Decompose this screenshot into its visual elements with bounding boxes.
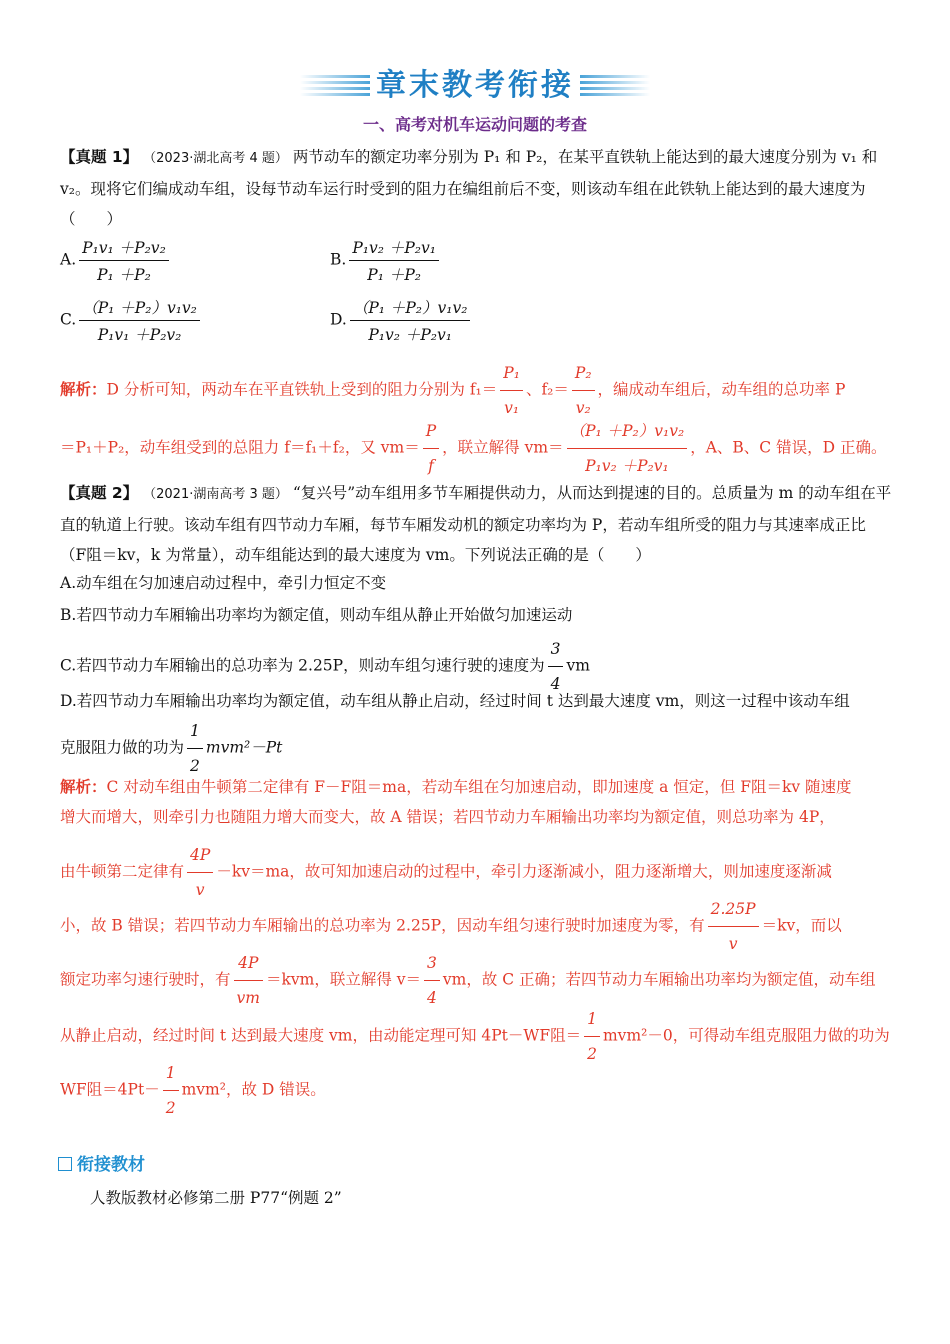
q2-label: 【真题 2】: [60, 484, 139, 502]
q1-option-a-fraction: $\frac{\text{P₁v₁ ＋P₂v₂}}{\text{P₁ ＋P₂}}$: [79, 236, 169, 285]
q2-analysis-line2: 增大而增大，则牵引力也随阻力增大而变大，故 A 错误；若四节动力车厢输出功率均为额定值，则总功率为 4P，: [60, 808, 835, 826]
q2-l3-fraction: $\frac{4P}{v}$: [187, 840, 213, 905]
q2-option-c[interactable]: C.若四节动力车厢输出的总功率为 2.25P，则动车组匀速行驶的速度为 $\frac{3}{4}$ vm: [60, 634, 892, 699]
q2-analysis-line3: 由牛顿第二定律有 $\frac{4P}{v}$ －kv＝ma，故可知加速启动的过程中，牵引力逐渐减小，阻力逐渐增大，则加速度逐渐减: [60, 840, 892, 905]
section-subtitle: 一、高考对机车运动问题的考查: [362, 115, 587, 134]
q1-stem-text: 两节动车的额定功率分别为 P₁ 和 P₂，在某平直铁轨上能达到的最大速度分别为 v₁ 和 v₂。现将它们编成动车组，设每节动车运行时受到的阻力在编组前后不变，则该动车组在此铁轨上能达到的最大速度为（ ）: [60, 148, 878, 228]
q1-source: （2023·湖北高考 4 题）: [143, 151, 288, 166]
q2-analysis-line4: 小，故 B 错误；若四节动力车厢输出的总功率为 2.25P，因动车组匀速行驶时加速度为零，有 $\frac{2.25P}{v}$ ＝kv，而以: [60, 894, 892, 959]
q1-option-d[interactable]: D. $\frac{\text{（P₁ ＋P₂）v₁v₂}}{\text{P₁v₂ ＋P₂v₁}}$: [330, 296, 473, 345]
q1-option-b-fraction: $\frac{\text{P₁v₂ ＋P₂v₁}}{\text{P₁ ＋P₂}}$: [349, 236, 439, 285]
q2-stem: [60, 478, 892, 570]
q1-analysis-line2: ＝P₁＋P₂，动车组受到的总阻力 f＝f₁＋f₂，又 vm＝ $\frac{P}{f}$ ，联立解得 vm＝ $\frac{\text{（P₁ ＋P₂）v₁v₂}}{\text{P₁v₂ ＋P₂v₁}}$ ，A、B、C 错误，D 正确。: [60, 416, 892, 481]
q1-analysis-line1: 解析：D 分析可知，两动车在平直铁轨上受到的阻力分别为 f₁＝ $\frac{\text{P₁}}{\text{v₁}}$ 、f₂＝ $\frac{\text{P₂}}{\text{v₂}}$ ，编成动车组后，动车组的总功率 P: [60, 358, 892, 423]
q1-result-fraction: $\frac{\text{（P₁ ＋P₂）v₁v₂}}{\text{P₁v₂ ＋P₂v₁}}$: [567, 416, 688, 481]
chapter-title: 章末教考衔接: [376, 68, 574, 103]
q2-l6-fraction: $\frac{1}{2}$: [584, 1004, 600, 1069]
vm-fraction: $\frac{P}{f}$: [423, 416, 439, 481]
f2-fraction: $\frac{\text{P₂}}{\text{v₂}}$: [572, 358, 595, 423]
q2-answer: C: [106, 778, 119, 796]
q1-option-d-fraction: $\frac{\text{（P₁ ＋P₂）v₁v₂}}{\text{P₁v₂ ＋P₂v₁}}$: [350, 296, 471, 345]
q1-option-c[interactable]: C. $\frac{\text{（P₁ ＋P₂）v₁v₂}}{\text{P₁v₁ ＋P₂v₂}}$: [60, 296, 203, 345]
textbook-section-heading: 衔接教材: [58, 1150, 145, 1175]
q2-option-b[interactable]: B.若四节动力车厢输出功率均为额定值，则动车组从静止开始做匀加速运动: [60, 606, 573, 624]
checkbox-square-icon: [58, 1157, 72, 1171]
q2-l5-fraction: $\frac{4P}{vm}$: [234, 948, 263, 1013]
q2-analysis-line1: 解析：C 对动车组由牛顿第二定律有 F－F阻＝ma，若动车组在匀加速启动，即加速度 a 恒定，但 F阻＝kv 随速度: [60, 778, 852, 796]
q2-stem-text: “复兴号”动车组用多节车厢提供动力，从而达到提速的目的。总质量为 m 的动车组在平直的轨道上行驶。该动车组有四节动力车厢，每节车厢发动机的额定功率均为 P，若动车组所受的阻力与其速率成正比（F阻＝kv，k 为常量），动车组能达到的最大速度为 vm。下列说法正确的是（ ）: [60, 484, 892, 564]
q2-l4-fraction: $\frac{2.25P}{v}$: [708, 894, 759, 959]
q1-label: 【真题 1】: [60, 148, 139, 166]
q2-option-a[interactable]: A.动车组在匀加速启动过程中，牵引力恒定不变: [60, 574, 387, 592]
q2-l5-fraction-2: $\frac{3}{4}$: [424, 948, 440, 1013]
q2-option-d[interactable]: D.若四节动力车厢输出功率均为额定值，动车组从静止启动，经过时间 t 达到最大速度 vm，则这一过程中该动车组 克服阻力做的功为 $\frac{1}{2}$ mvm²－Pt: [60, 686, 892, 781]
q1-option-b[interactable]: B. $\frac{\text{P₁v₂ ＋P₂v₁}}{\text{P₁ ＋P₂}}$: [330, 236, 442, 285]
q2-option-c-fraction: $\frac{3}{4}$: [548, 634, 564, 699]
chapter-banner: [300, 64, 650, 110]
textbook-reference: 人教版教材必修第二册 P77“例题 2”: [90, 1189, 342, 1207]
q2-source: （2021·湖南高考 3 题）: [143, 487, 288, 502]
banner-left-stripes: [300, 72, 370, 100]
q1-stem: [60, 142, 892, 234]
q2-option-d-fraction: $\frac{1}{2}$: [187, 716, 203, 781]
q2-analysis-line7: WF阻＝4Pt－ $\frac{1}{2}$ mvm²，故 D 错误。: [60, 1058, 892, 1123]
q2-l7-fraction: $\frac{1}{2}$: [163, 1058, 179, 1123]
q1-option-c-fraction: $\frac{\text{（P₁ ＋P₂）v₁v₂}}{\text{P₁v₁ ＋P₂v₂}}$: [79, 296, 200, 345]
banner-right-stripes: [580, 72, 650, 100]
q1-answer: D: [106, 380, 119, 399]
f1-fraction: $\frac{\text{P₁}}{\text{v₁}}$: [500, 358, 523, 423]
q1-option-a[interactable]: A. $\frac{\text{P₁v₁ ＋P₂v₂}}{\text{P₁ ＋P₂}}$: [60, 236, 172, 285]
q2-analysis-line5: 额定功率匀速行驶时，有 $\frac{4P}{vm}$ ＝kvm，联立解得 v＝ $\frac{3}{4}$ vm，故 C 正确；若四节动力车厢输出功率均为额定值，动车组: [60, 948, 892, 1013]
q2-analysis-line6: 从静止启动，经过时间 t 达到最大速度 vm，由动能定理可知 4Pt－WF阻＝ $\frac{1}{2}$ mvm²－0，可得动车组克服阻力做的功为: [60, 1004, 892, 1069]
